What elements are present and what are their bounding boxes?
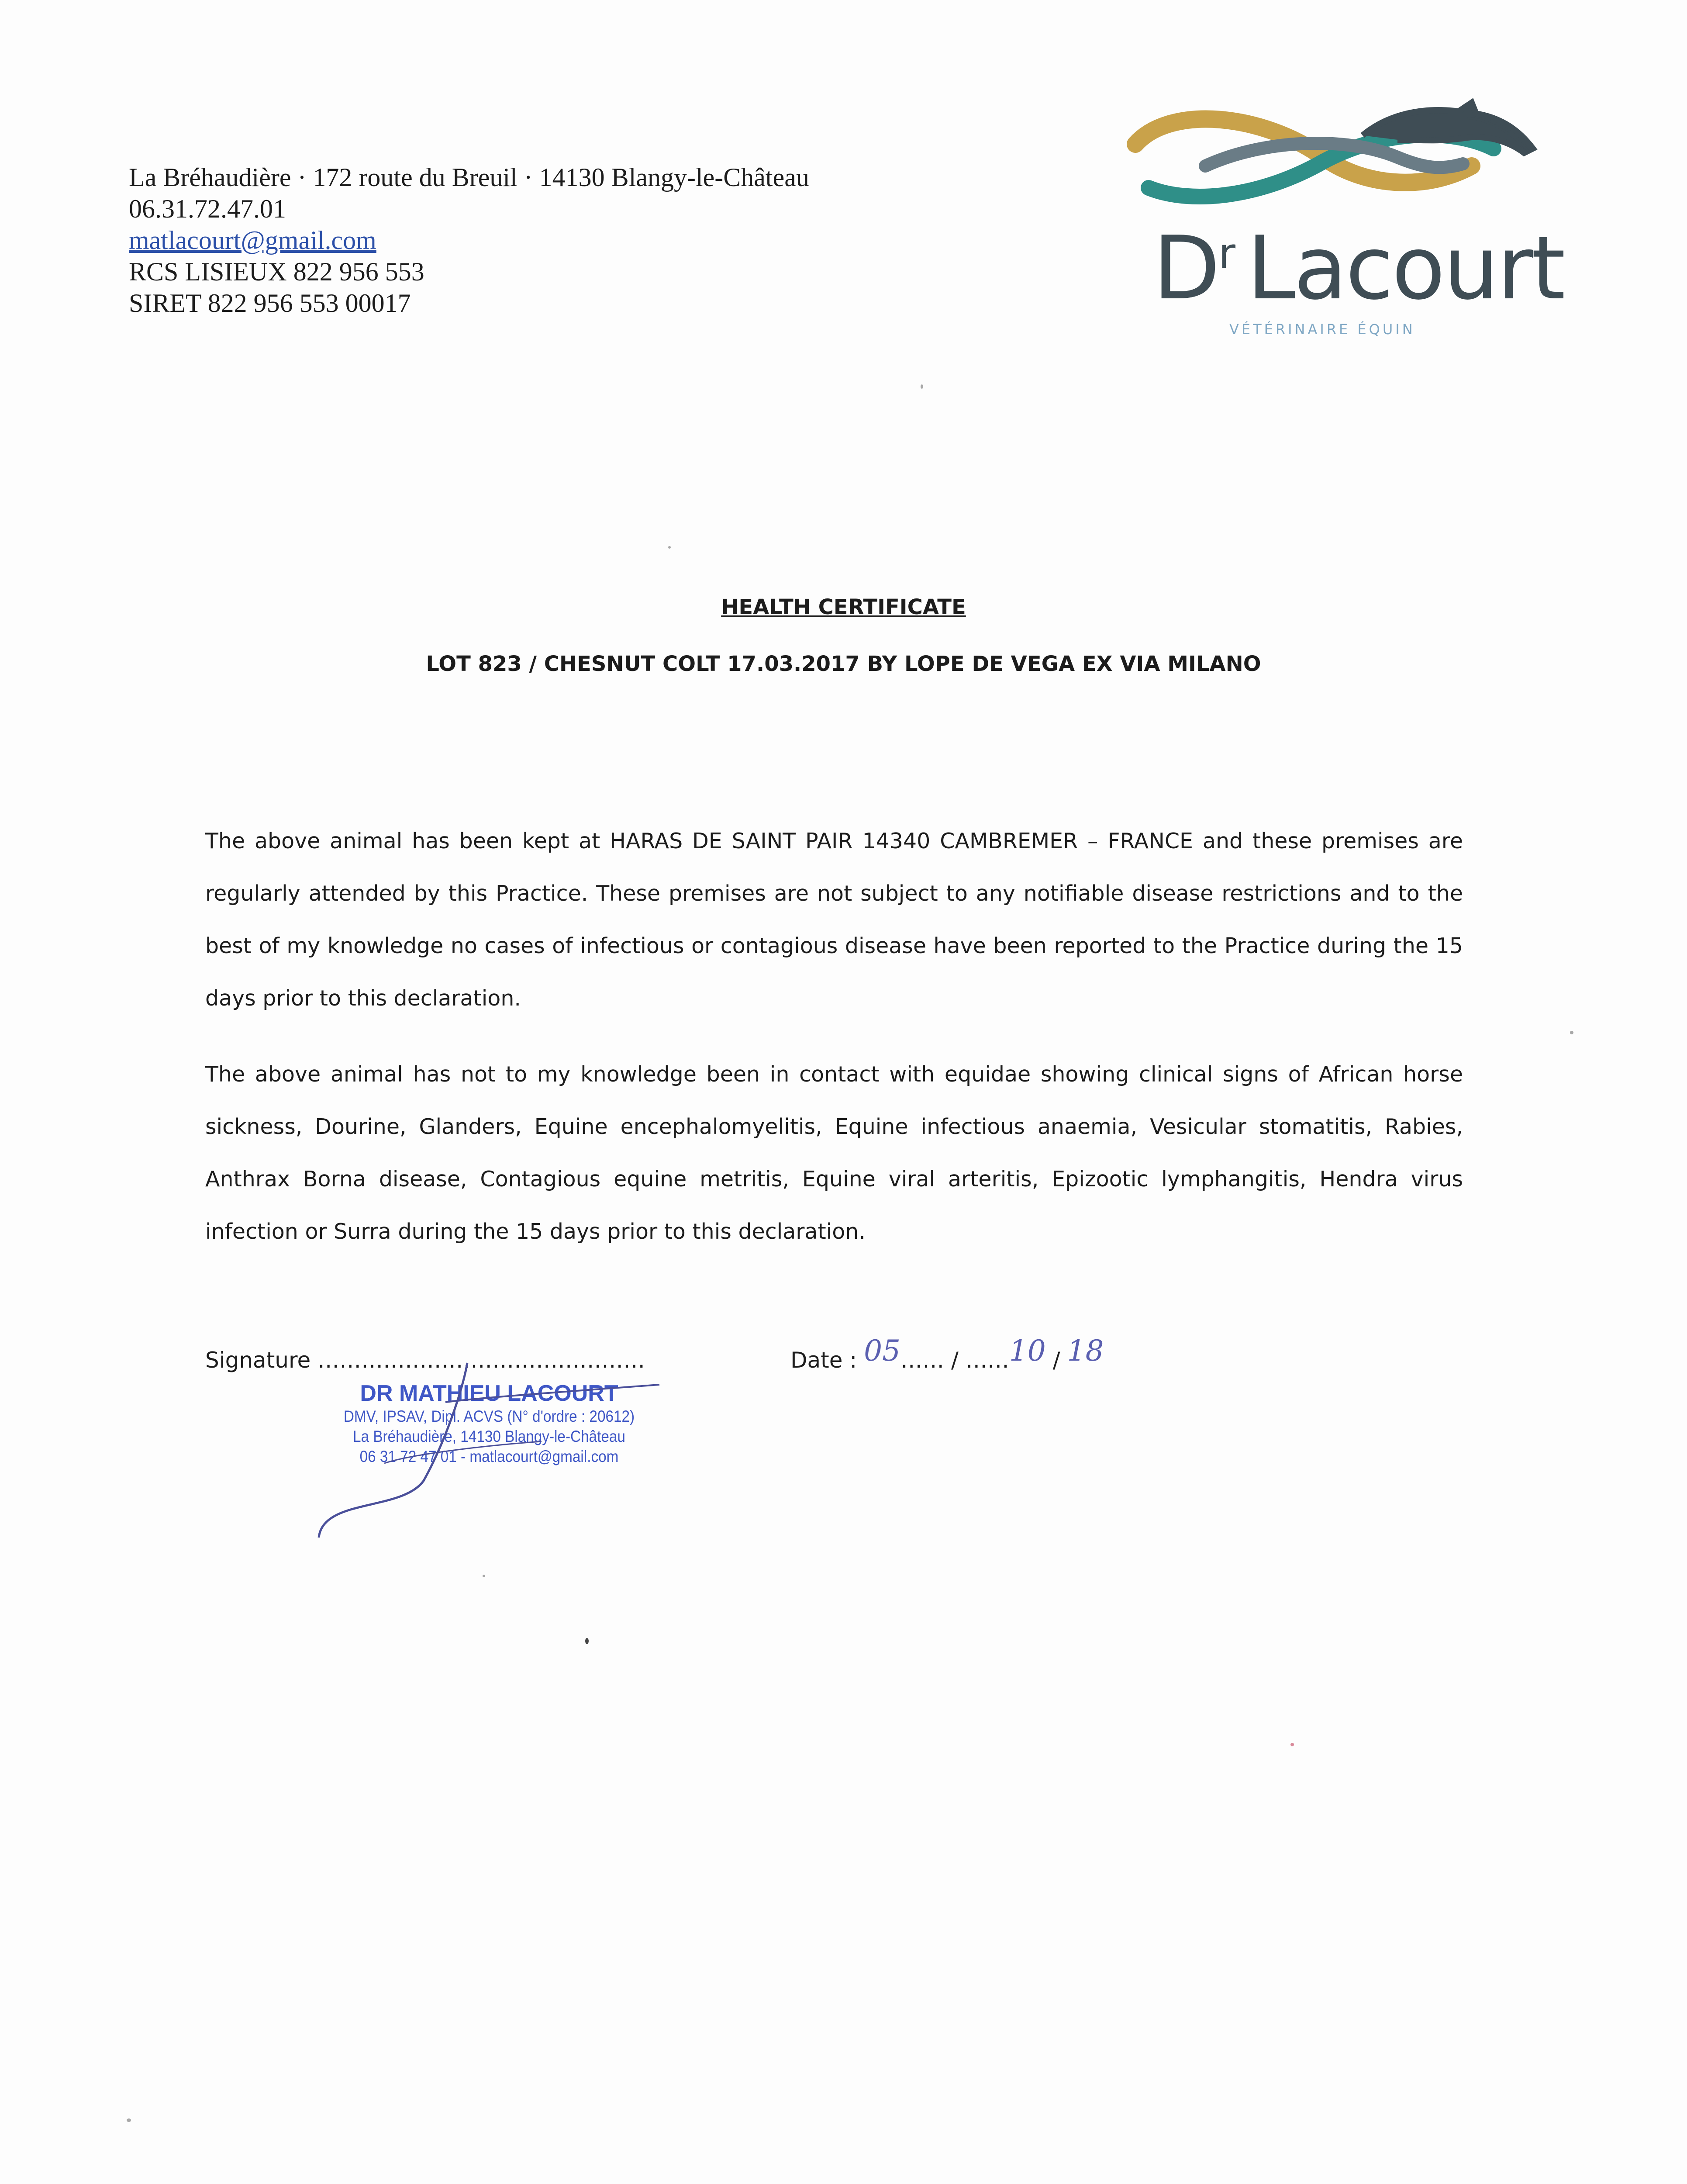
logo-prefix: D [1153,218,1219,319]
horse-ribbon-logo-icon [1118,87,1555,232]
logo-wordmark [1153,218,1564,328]
date-dots-1: …… [900,1348,945,1373]
stamp-credentials: DMV, IPSAV, Dipl. ACVS (N° d'ordre : 20612) [343,1407,635,1425]
handwritten-signature-icon [297,1354,690,1538]
scan-speck [921,384,923,389]
scan-speck [668,546,671,549]
address-line: La Bréhaudière · 172 route du Breuil · 14130 Blangy-le-Château [129,163,809,192]
date-separator-2: / [1052,1348,1060,1373]
phone-number: 06.31.72.47.01 [129,194,286,223]
logo-prefix-sup: r [1218,230,1234,278]
date-dots-2: …… [965,1348,1009,1373]
stamp-address: La Bréhaudière, 14130 Blangy-le-Château [353,1427,625,1445]
stamp-name: DR MATHIEU LACOURT [360,1381,618,1406]
date-day: 05 [864,1334,901,1368]
scan-speck [127,2118,131,2122]
date-line [790,1334,1104,1375]
clinic-logo [1118,87,1564,349]
declaration-paragraph-2: The above animal has not to my knowledge been in contact with equidae showing clinical signs of African horse sickness, Dourine, Glanders, Equine encephalomyelitis, Equine infectious anaemia, Vesicular stomatitis, Rabies, Anthrax Borna disease, Contagious equine metritis, Equine viral arteritis, Epizootic lymphangitis, Hendra virus infection or Surra during the 15 days prior to this declaration. [205,1062,1463,1244]
scan-speck [1570,1031,1573,1034]
stamp-contact: 06 31 72 47 01 - matlacourt@gmail.com [359,1448,619,1465]
date-label: Date : [790,1348,857,1373]
date-year: 18 [1067,1334,1104,1368]
scan-speck [1290,1743,1294,1746]
signature-dots: ……………………………………… [317,1348,645,1373]
signature-label: Signature [205,1348,311,1373]
certificate-title: HEALTH CERTIFICATE [721,595,966,619]
lot-description: LOT 823 / CHESNUT COLT 17.03.2017 BY LOPE DE VEGA EX VIA MILANO [426,652,1261,676]
logo-name: Lacourt [1247,218,1564,319]
date-month: 10 [1009,1334,1046,1368]
address-block [129,162,1002,319]
scan-speck [585,1638,589,1644]
declaration-paragraph-1: The above animal has been kept at HARAS DE SAINT PAIR 14340 CAMBREMER – FRANCE and these premises are regularly attended by this Practice. These premises are not subject to any notifiable disease restrictions and to the best of my knowledge no cases of infectious or contagious disease have been reported to the Practice during the 15 days prior to this declaration. [205,829,1463,1011]
scan-speck [483,1575,485,1577]
logo-subtitle: VÉTÉRINAIRE ÉQUIN [1229,321,1415,338]
email-link[interactable]: matlacourt@gmail.com [129,226,376,255]
siret-number: SIRET 822 956 553 00017 [129,289,411,318]
rcs-number: RCS LISIEUX 822 956 553 [129,257,424,286]
date-separator-1: / [951,1348,959,1373]
